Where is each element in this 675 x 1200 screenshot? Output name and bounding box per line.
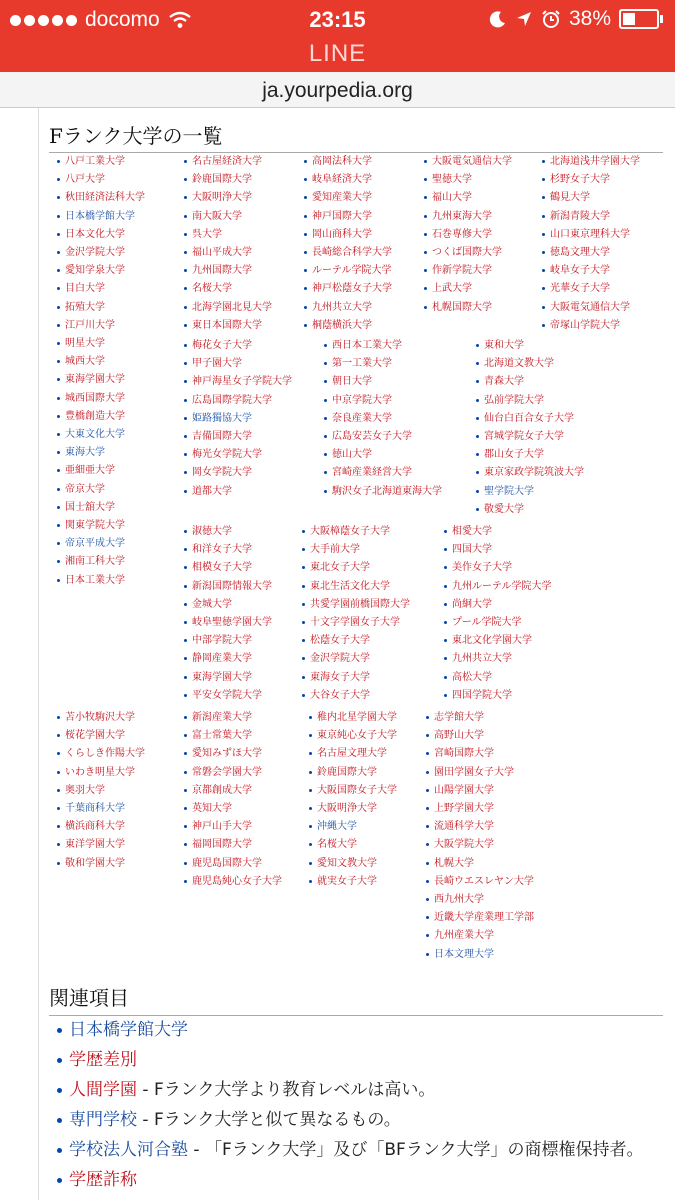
- university-link[interactable]: 新潟青陵大学: [542, 208, 640, 226]
- university-link[interactable]: 東海学園大学: [184, 669, 272, 687]
- university-link[interactable]: 吉備国際大学: [184, 428, 292, 446]
- related-item: [57, 1015, 657, 1045]
- article-content: [38, 108, 675, 1200]
- university-link[interactable]: 愛知みずほ大学: [184, 745, 282, 763]
- university-link[interactable]: 稚内北星学園大学: [309, 709, 397, 727]
- university-link[interactable]: 拓殖大学: [57, 299, 145, 317]
- university-link[interactable]: 苫小牧駒沢大学: [57, 709, 145, 727]
- university-link[interactable]: 和洋女子大学: [184, 541, 272, 559]
- university-link[interactable]: 相模女子大学: [184, 559, 272, 577]
- university-link[interactable]: 東海女子大学: [302, 669, 410, 687]
- university-link[interactable]: 光華女子大学: [542, 280, 640, 298]
- university-link[interactable]: 関東学院大学: [57, 517, 145, 535]
- university-link[interactable]: 長崎ウエスレヤン大学: [426, 873, 534, 891]
- university-link[interactable]: 朝日大学: [324, 373, 442, 391]
- university-link[interactable]: 目白大学: [57, 280, 145, 298]
- university-link[interactable]: 鹿児島純心女子大学: [184, 873, 282, 891]
- university-link[interactable]: 淑徳大学: [184, 523, 272, 541]
- status-icons: [489, 7, 663, 31]
- university-column: [184, 337, 292, 501]
- university-link[interactable]: つくば国際大学: [424, 244, 512, 262]
- related-description: - 「Fランク大学」及び「BFランク大学」の商標権保持者。: [188, 1140, 644, 1160]
- clock: 23:15: [309, 7, 366, 32]
- university-link[interactable]: 常磐会学園大学: [184, 764, 282, 782]
- university-link[interactable]: 松蔭女子大学: [302, 632, 410, 650]
- university-column: [184, 153, 272, 335]
- university-link[interactable]: 園田学園女子大学: [426, 764, 534, 782]
- university-link[interactable]: 江戸川大学: [57, 317, 145, 335]
- university-link[interactable]: 弘前学院大学: [476, 392, 584, 410]
- university-link[interactable]: 帝京大学: [57, 481, 145, 499]
- university-link[interactable]: 東京純心女子大学: [309, 727, 397, 745]
- university-link[interactable]: 愛知産業大学: [304, 189, 392, 207]
- university-link[interactable]: 志学館大学: [426, 709, 534, 727]
- university-link[interactable]: 愛知学泉大学: [57, 262, 145, 280]
- university-link[interactable]: 静岡産業大学: [184, 650, 272, 668]
- carrier-name: docomo: [85, 8, 160, 31]
- university-link[interactable]: 中京学院大学: [324, 392, 442, 410]
- university-link[interactable]: 岡女学院大学: [184, 464, 292, 482]
- university-link[interactable]: 聖学院大学: [476, 483, 584, 501]
- university-link[interactable]: 山口東京理科大学: [542, 226, 640, 244]
- university-link[interactable]: 敬愛大学: [476, 501, 584, 519]
- related-item: [57, 1075, 657, 1105]
- university-link[interactable]: 杉野女子大学: [542, 171, 640, 189]
- university-link[interactable]: 帝京平成大学: [57, 535, 145, 553]
- university-link[interactable]: 南大阪大学: [184, 208, 272, 226]
- university-link[interactable]: 岐阜経済大学: [304, 171, 392, 189]
- university-link[interactable]: 東日本国際大学: [184, 317, 272, 335]
- university-link[interactable]: 大阪電気通信大学: [424, 153, 512, 171]
- university-link[interactable]: 日本橋学館大学: [57, 208, 145, 226]
- university-link[interactable]: 東海学園大学: [57, 371, 145, 389]
- university-link[interactable]: 中部学院大学: [184, 632, 272, 650]
- university-link[interactable]: 高岡法科大学: [304, 153, 392, 171]
- university-link[interactable]: 流通科学大学: [426, 818, 534, 836]
- university-link[interactable]: 駒沢女子北海道東海大学: [324, 483, 442, 501]
- university-link[interactable]: 上武大学: [424, 280, 512, 298]
- university-link[interactable]: 東和大学: [476, 337, 584, 355]
- university-link[interactable]: 長崎総合科学大学: [304, 244, 392, 262]
- university-link[interactable]: 十文字学園女子大学: [302, 614, 410, 632]
- university-link[interactable]: 鈴鹿国際大学: [184, 171, 272, 189]
- university-link[interactable]: 大阪電気通信大学: [542, 299, 640, 317]
- battery-icon: [619, 9, 659, 29]
- university-link[interactable]: 沖縄大学: [309, 818, 397, 836]
- university-link[interactable]: 東海大学: [57, 444, 145, 462]
- university-link[interactable]: 名古屋経済大学: [184, 153, 272, 171]
- university-link[interactable]: プール学院大学: [444, 614, 552, 632]
- university-link[interactable]: 四国学院大学: [444, 687, 552, 705]
- university-link[interactable]: 相愛大学: [444, 523, 552, 541]
- battery-percent: 38%: [568, 7, 611, 30]
- related-link[interactable]: 人間学園: [69, 1080, 137, 1100]
- related-description: - Fランク大学より教育レベルは高い。: [137, 1080, 436, 1100]
- university-link[interactable]: いわき明星大学: [57, 764, 145, 782]
- university-link[interactable]: 石巻専修大学: [424, 226, 512, 244]
- university-link[interactable]: 九州産業大学: [426, 927, 534, 945]
- university-link[interactable]: 千葉商科大学: [57, 800, 145, 818]
- university-link[interactable]: 城西国際大学: [57, 390, 145, 408]
- related-item: [57, 1165, 657, 1195]
- related-heading: 関連項目: [49, 982, 663, 1016]
- university-link[interactable]: 上野学園大学: [426, 800, 534, 818]
- related-link[interactable]: 日本橋学館大学: [69, 1020, 188, 1040]
- university-link[interactable]: 八戸大学: [57, 171, 145, 189]
- related-list: [57, 1015, 657, 1195]
- university-link[interactable]: 平安女学院大学: [184, 687, 272, 705]
- university-link[interactable]: 呉大学: [184, 226, 272, 244]
- university-link[interactable]: 名桜大学: [309, 836, 397, 854]
- university-link[interactable]: ルーテル学院大学: [304, 262, 392, 280]
- university-link[interactable]: 愛知文教大学: [309, 855, 397, 873]
- university-link[interactable]: 岡山商科大学: [304, 226, 392, 244]
- university-link[interactable]: 英知大学: [184, 800, 282, 818]
- university-link[interactable]: くらしき作陽大学: [57, 745, 145, 763]
- university-link[interactable]: 大谷女子大学: [302, 687, 410, 705]
- university-link[interactable]: 名桜大学: [184, 280, 272, 298]
- university-column: [57, 709, 145, 873]
- university-link[interactable]: 九州東海大学: [424, 208, 512, 226]
- related-link[interactable]: 学歴差別: [69, 1050, 137, 1070]
- university-link[interactable]: 福山大学: [424, 189, 512, 207]
- university-link[interactable]: 作新学院大学: [424, 262, 512, 280]
- university-link[interactable]: 仙台白百合女子大学: [476, 410, 584, 428]
- university-link[interactable]: 東洋学園大学: [57, 836, 145, 854]
- university-link[interactable]: 広島国際学院大学: [184, 392, 292, 410]
- university-column: [426, 709, 534, 964]
- university-link[interactable]: 敬和学園大学: [57, 855, 145, 873]
- university-link[interactable]: 東北女子大学: [302, 559, 410, 577]
- university-column: [184, 523, 272, 705]
- university-link[interactable]: 西日本工業大学: [324, 337, 442, 355]
- university-link[interactable]: 北海道文教大学: [476, 355, 584, 373]
- university-link[interactable]: 大阪学院大学: [426, 836, 534, 854]
- university-link[interactable]: 札幌大学: [426, 855, 534, 873]
- university-link[interactable]: 第一工業大学: [324, 355, 442, 373]
- university-link[interactable]: 青森大学: [476, 373, 584, 391]
- university-link[interactable]: 大阪樟蔭女子大学: [302, 523, 410, 541]
- university-link[interactable]: 横浜商科大学: [57, 818, 145, 836]
- university-link[interactable]: 日本工業大学: [57, 572, 145, 590]
- university-link[interactable]: 金城大学: [184, 596, 272, 614]
- university-link[interactable]: 郡山女子大学: [476, 446, 584, 464]
- battery-tip: [660, 15, 663, 23]
- section-heading: Fランク大学の一覧: [49, 120, 663, 153]
- university-link[interactable]: 大阪国際女子大学: [309, 782, 397, 800]
- university-link[interactable]: 九州ルーテル学院大学: [444, 578, 552, 596]
- university-column: [302, 523, 410, 705]
- university-link[interactable]: 近畿大学産業理工学部: [426, 909, 534, 927]
- university-link[interactable]: 東北生活文化大学: [302, 578, 410, 596]
- university-column: [476, 337, 584, 519]
- university-link[interactable]: 東北文化学園大学: [444, 632, 552, 650]
- university-link[interactable]: 梅光女学院大学: [184, 446, 292, 464]
- university-link[interactable]: 北海道浅井学園大学: [542, 153, 640, 171]
- university-link[interactable]: 国士舘大学: [57, 499, 145, 517]
- university-link[interactable]: 鶴見大学: [542, 189, 640, 207]
- university-link[interactable]: 東京家政学院筑波大学: [476, 464, 584, 482]
- university-link[interactable]: 桜花学園大学: [57, 727, 145, 745]
- university-link[interactable]: 帝塚山学院大学: [542, 317, 640, 335]
- university-link[interactable]: 湘南工科大学: [57, 553, 145, 571]
- university-link[interactable]: 鈴鹿国際大学: [309, 764, 397, 782]
- university-column: [542, 153, 640, 335]
- university-link[interactable]: 甲子園大学: [184, 355, 292, 373]
- university-link[interactable]: 京都創成大学: [184, 782, 282, 800]
- university-link[interactable]: 徳島文理大学: [542, 244, 640, 262]
- university-link[interactable]: 豊橋創造大学: [57, 408, 145, 426]
- university-link[interactable]: 富士常葉大学: [184, 727, 282, 745]
- university-link[interactable]: 城西大学: [57, 353, 145, 371]
- university-link[interactable]: 明星大学: [57, 335, 145, 353]
- university-column: [309, 709, 397, 891]
- university-link[interactable]: 奥羽大学: [57, 782, 145, 800]
- university-link[interactable]: 神戸海星女子学院大学: [184, 373, 292, 391]
- alarm-icon: [541, 9, 561, 29]
- university-link[interactable]: 尚絅大学: [444, 596, 552, 614]
- university-link[interactable]: 名古屋文理大学: [309, 745, 397, 763]
- university-link[interactable]: 神戸松蔭女子大学: [304, 280, 392, 298]
- university-link[interactable]: 西九州大学: [426, 891, 534, 909]
- university-column: [304, 153, 392, 335]
- university-link[interactable]: 高野山大学: [426, 727, 534, 745]
- university-link[interactable]: 金沢学院大学: [302, 650, 410, 668]
- moon-icon: [489, 10, 507, 28]
- university-link[interactable]: 八戸工業大学: [57, 153, 145, 171]
- university-link[interactable]: 九州共立大学: [304, 299, 392, 317]
- related-item: [57, 1105, 657, 1135]
- university-link[interactable]: 岐阜聖徳学園大学: [184, 614, 272, 632]
- related-description: - Fランク大学と似て異なるもの。: [137, 1110, 401, 1130]
- university-link[interactable]: 九州共立大学: [444, 650, 552, 668]
- university-column: [324, 337, 442, 501]
- university-link[interactable]: 札幌国際大学: [424, 299, 512, 317]
- university-link[interactable]: 梅花女子大学: [184, 337, 292, 355]
- university-link[interactable]: 鹿児島国際大学: [184, 855, 282, 873]
- university-link[interactable]: 日本文理大学: [426, 946, 534, 964]
- related-link[interactable]: 学歴詐称: [69, 1170, 137, 1190]
- university-link[interactable]: 福岡国際大学: [184, 836, 282, 854]
- university-column: [444, 523, 552, 705]
- related-link[interactable]: 学校法人河合塾: [69, 1140, 188, 1160]
- university-link[interactable]: 新潟産業大学: [184, 709, 282, 727]
- university-link[interactable]: 北海学園北見大学: [184, 299, 272, 317]
- university-link[interactable]: 大阪明浄大学: [309, 800, 397, 818]
- app-title: LINE: [0, 40, 675, 72]
- university-link[interactable]: 亜細亜大学: [57, 462, 145, 480]
- university-link[interactable]: 日本文化大学: [57, 226, 145, 244]
- university-link[interactable]: 聖徳大学: [424, 171, 512, 189]
- university-link[interactable]: 宮崎国際大学: [426, 745, 534, 763]
- university-link[interactable]: 姫路獨協大学: [184, 410, 292, 428]
- related-item: [57, 1135, 657, 1165]
- university-link[interactable]: 桐蔭横浜大学: [304, 317, 392, 335]
- university-link[interactable]: 大阪明浄大学: [184, 189, 272, 207]
- university-link[interactable]: 宮崎産業経営大学: [324, 464, 442, 482]
- university-column: [57, 153, 145, 590]
- university-link[interactable]: 福山平成大学: [184, 244, 272, 262]
- university-link[interactable]: 徳山大学: [324, 446, 442, 464]
- university-link[interactable]: 高松大学: [444, 669, 552, 687]
- university-link[interactable]: 就実女子大学: [309, 873, 397, 891]
- university-link[interactable]: 新潟国際情報大学: [184, 578, 272, 596]
- university-link[interactable]: 秋田経済法科大学: [57, 189, 145, 207]
- university-link[interactable]: 金沢学院大学: [57, 244, 145, 262]
- university-link[interactable]: 山陽学園大学: [426, 782, 534, 800]
- url-bar[interactable]: ja.yourpedia.org: [0, 72, 675, 108]
- university-link[interactable]: 四国大学: [444, 541, 552, 559]
- university-link[interactable]: 大手前大学: [302, 541, 410, 559]
- university-link[interactable]: 大東文化大学: [57, 426, 145, 444]
- university-link[interactable]: 美作女子大学: [444, 559, 552, 577]
- related-item: [57, 1045, 657, 1075]
- university-link[interactable]: 道都大学: [184, 483, 292, 501]
- university-column: [424, 153, 512, 317]
- university-link[interactable]: 広島安芸女子大学: [324, 428, 442, 446]
- university-link[interactable]: 岐阜女子大学: [542, 262, 640, 280]
- university-link[interactable]: 神戸国際大学: [304, 208, 392, 226]
- university-link[interactable]: 神戸山手大学: [184, 818, 282, 836]
- university-link[interactable]: 宮城学院女子大学: [476, 428, 584, 446]
- university-link[interactable]: 共愛学園前橋国際大学: [302, 596, 410, 614]
- related-link[interactable]: 専門学校: [69, 1110, 137, 1130]
- status-bar: [0, 0, 675, 40]
- university-column: [184, 709, 282, 891]
- university-link[interactable]: 九州国際大学: [184, 262, 272, 280]
- university-link[interactable]: 奈良産業大学: [324, 410, 442, 428]
- location-arrow-icon: [515, 10, 533, 28]
